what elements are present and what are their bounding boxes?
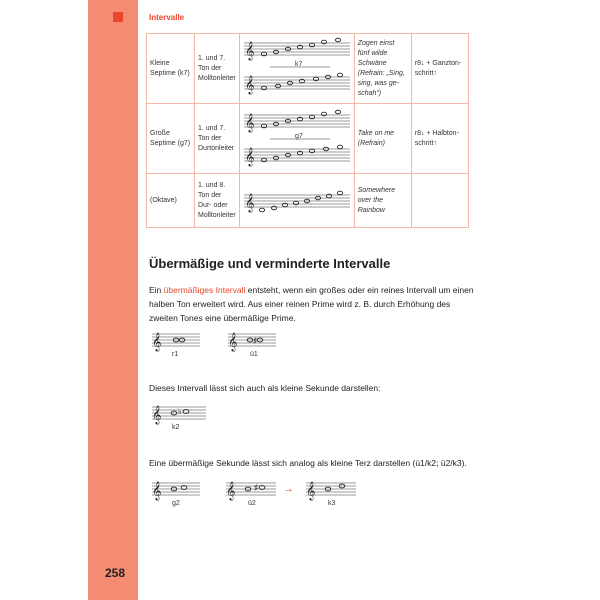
- section-title: Intervalle: [149, 13, 185, 22]
- example-augmented-second: [150, 475, 360, 511]
- treble-clef-icon: 𝄞: [152, 407, 162, 424]
- notation-staff: [240, 105, 354, 173]
- table-row: [147, 34, 469, 104]
- section-marker: [113, 12, 123, 22]
- interval-label: g7: [294, 132, 303, 140]
- interval-label: k3: [328, 500, 336, 507]
- paragraph-third: Eine übermäßige Sekunde lässt sich analog als kleine Terz darstellen (ü1/k2; ü2/k3).: [149, 458, 467, 468]
- flat-icon: ♭: [178, 407, 182, 416]
- treble-clef-icon: 𝄞: [244, 76, 255, 94]
- notation-cell: [239, 34, 354, 104]
- page-sidebar: [88, 0, 138, 600]
- interval-name: (Oktave): [147, 174, 195, 228]
- page-number: 258: [105, 566, 126, 580]
- interval-tones: 1. und 7. Ton der Durtonleiter: [195, 104, 240, 174]
- interval-label: r1: [172, 351, 179, 358]
- treble-clef-icon: 𝄞: [244, 42, 255, 60]
- paragraph-intro: Ein übermäßiges Intervall entsteht, wenn ein großes oder ein reines Intervall um einen halben Ton erweitert wird. Aus einer reinen Prime wird z. B. durch Erhöhung des zweiten Tones eine übermäßige Prime.: [149, 285, 474, 323]
- sharp-icon: ♯: [253, 336, 257, 345]
- example-second: [150, 399, 210, 435]
- interval-tones: 1. und 8. Ton der Dur- oder Molltonleiter: [195, 174, 240, 228]
- interval-label: ü2: [248, 500, 256, 507]
- table-row: [147, 174, 469, 228]
- arrow-right-icon: →: [283, 483, 294, 495]
- treble-clef-icon: 𝄞: [306, 483, 316, 500]
- treble-clef-icon: 𝄞: [244, 148, 255, 166]
- treble-clef-icon: 𝄞: [244, 194, 255, 212]
- treble-clef-icon: 𝄞: [226, 483, 236, 500]
- treble-clef-icon: 𝄞: [244, 114, 255, 132]
- interval-label: ü1: [250, 351, 258, 358]
- notation-cell: [239, 104, 354, 174]
- interval-label: k2: [172, 424, 180, 431]
- treble-clef-icon: 𝄞: [228, 334, 238, 351]
- treble-clef-icon: 𝄞: [152, 483, 162, 500]
- example-prime: [150, 326, 280, 362]
- section-heading: Übermäßige und verminderte Intervalle: [149, 256, 391, 271]
- highlighted-term: übermäßiges Intervall: [163, 285, 246, 295]
- interval-hint: [411, 174, 468, 228]
- song-reference: Somewhere over the Rainbow: [354, 174, 411, 228]
- interval-name: Große Septime (g7): [147, 104, 195, 174]
- interval-label: g2: [172, 500, 180, 507]
- notation-staff: [240, 35, 354, 103]
- notation-cell: [239, 174, 354, 228]
- song-reference: Zogen einst fünf wilde Schwäne (Refrain: „Sing, sing, was ge-schah“): [354, 34, 411, 104]
- interval-tones: 1. und 7. Ton der Molltonleiter: [195, 34, 240, 104]
- interval-hint: r8↓ + Ganzton-schritt↑: [411, 34, 468, 104]
- interval-hint: r8↓ + Halbton-schritt↑: [411, 104, 468, 174]
- interval-table: [146, 33, 469, 228]
- treble-clef-icon: 𝄞: [152, 334, 162, 351]
- paragraph-second: Dieses Intervall lässt sich auch als kleine Sekunde darstellen:: [149, 383, 381, 393]
- interval-name: Kleine Septime (k7): [147, 34, 195, 104]
- song-reference: Take on me (Refrain): [354, 104, 411, 174]
- table-row: [147, 104, 469, 174]
- notation-staff: [240, 177, 354, 225]
- interval-label: k7: [294, 60, 303, 68]
- sharp-icon: ♯: [254, 483, 258, 492]
